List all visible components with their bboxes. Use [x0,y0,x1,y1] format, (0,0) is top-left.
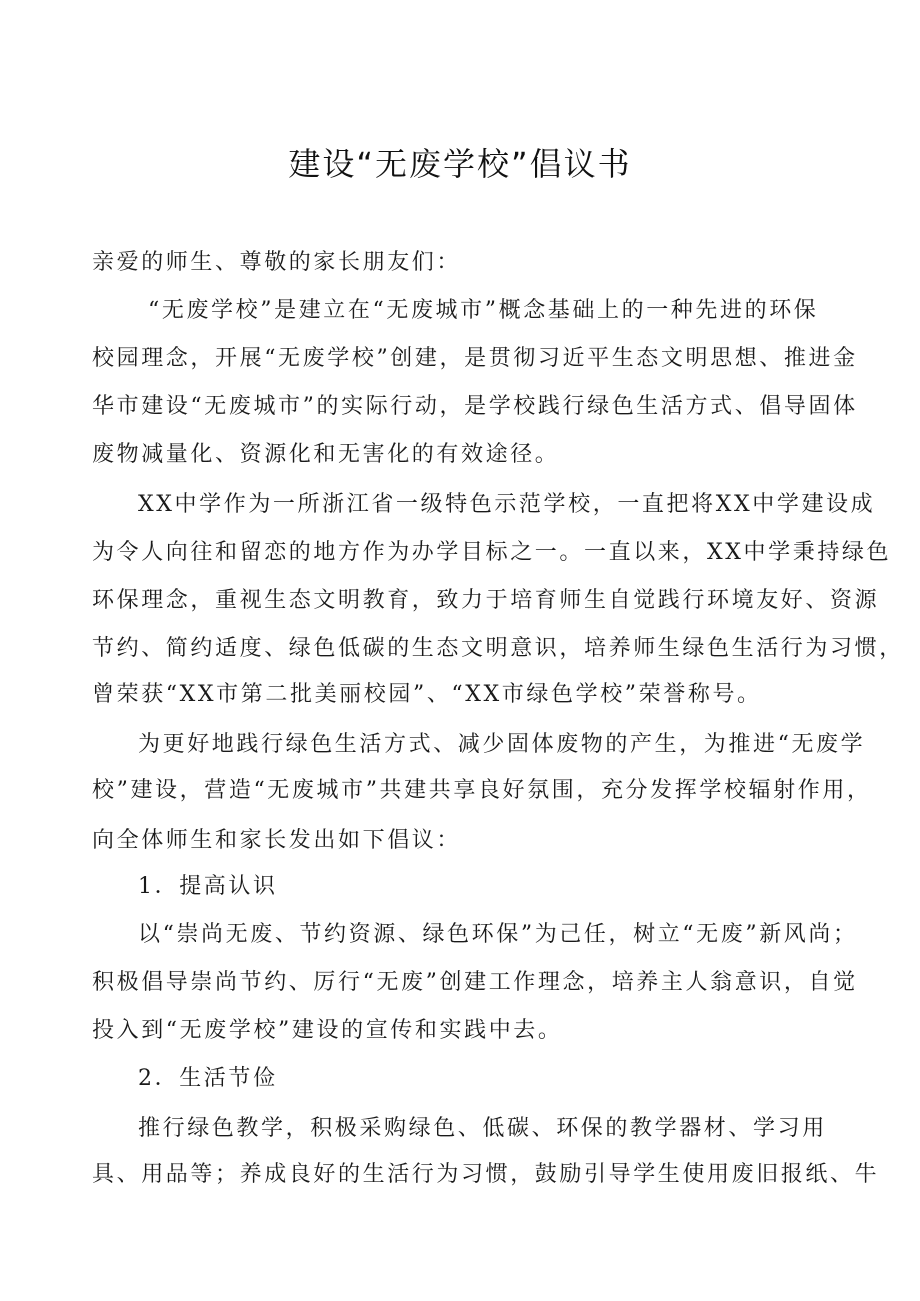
paragraph-line: 积极倡导崇尚节约、厉行“无废”创建工作理念，培养主人翁意识，自觉 [92,970,858,995]
document-title: 建设“无废学校”倡议书 [288,145,632,183]
paragraph-line: 具、用品等；养成良好的生活行为习惯，鼓励引导学生使用废旧报纸、牛 [92,1162,880,1187]
paragraph-line: 环保理念，重视生态文明教育，致力于培育师生自觉践行环境友好、资源 [92,588,880,613]
paragraph-line: 曾荣获“XX市第二批美丽校园”、“XX市绿色学校”荣誉称号。 [92,682,762,707]
paragraph-line: “无废学校”是建立在“无废城市”概念基础上的一种先进的环保 [148,298,819,323]
paragraph-line: 校”建设，营造“无废城市”共建共享良好氛围，充分发挥学校辐射作用， [92,778,872,803]
paragraph-line: 投入到“无废学校”建设的宣传和实践中去。 [92,1018,563,1043]
paragraph-line: XX中学作为一所浙江省一级特色示范学校，一直把将XX中学建设成 [138,492,876,517]
paragraph-line: 为更好地践行绿色生活方式、减少固体废物的产生，为推进“无废学 [138,732,866,757]
paragraph-line: 推行绿色教学，积极采购绿色、低碳、环保的教学器材、学习用 [138,1116,827,1141]
section-heading: 1．提高认识 [138,874,278,899]
paragraph-line: 向全体师生和家长发出如下倡议： [92,828,462,853]
paragraph-line: 华市建设“无废城市”的实际行动，是学校践行绿色生活方式、倡导固体 [92,394,858,419]
paragraph-line: 为令人向往和留恋的地方作为办学目标之一。一直以来，XX中学秉持绿色 [92,540,892,565]
paragraph-line: 校园理念，开展“无废学校”创建，是贯彻习近平生态文明思想、推进金 [92,346,858,371]
section-heading: 2．生活节俭 [138,1066,278,1091]
paragraph-line: 废物减量化、资源化和无害化的有效途径。 [92,442,560,467]
paragraph-line: 节约、简约适度、绿色低碳的生态文明意识，培养师生绿色生活行为习惯， [92,636,904,661]
salutation-line: 亲爱的师生、尊敬的家长朋友们： [92,250,462,275]
paragraph-line: 以“崇尚无废、节约资源、绿色环保”为己任，树立“无废”新风尚； [138,922,858,947]
